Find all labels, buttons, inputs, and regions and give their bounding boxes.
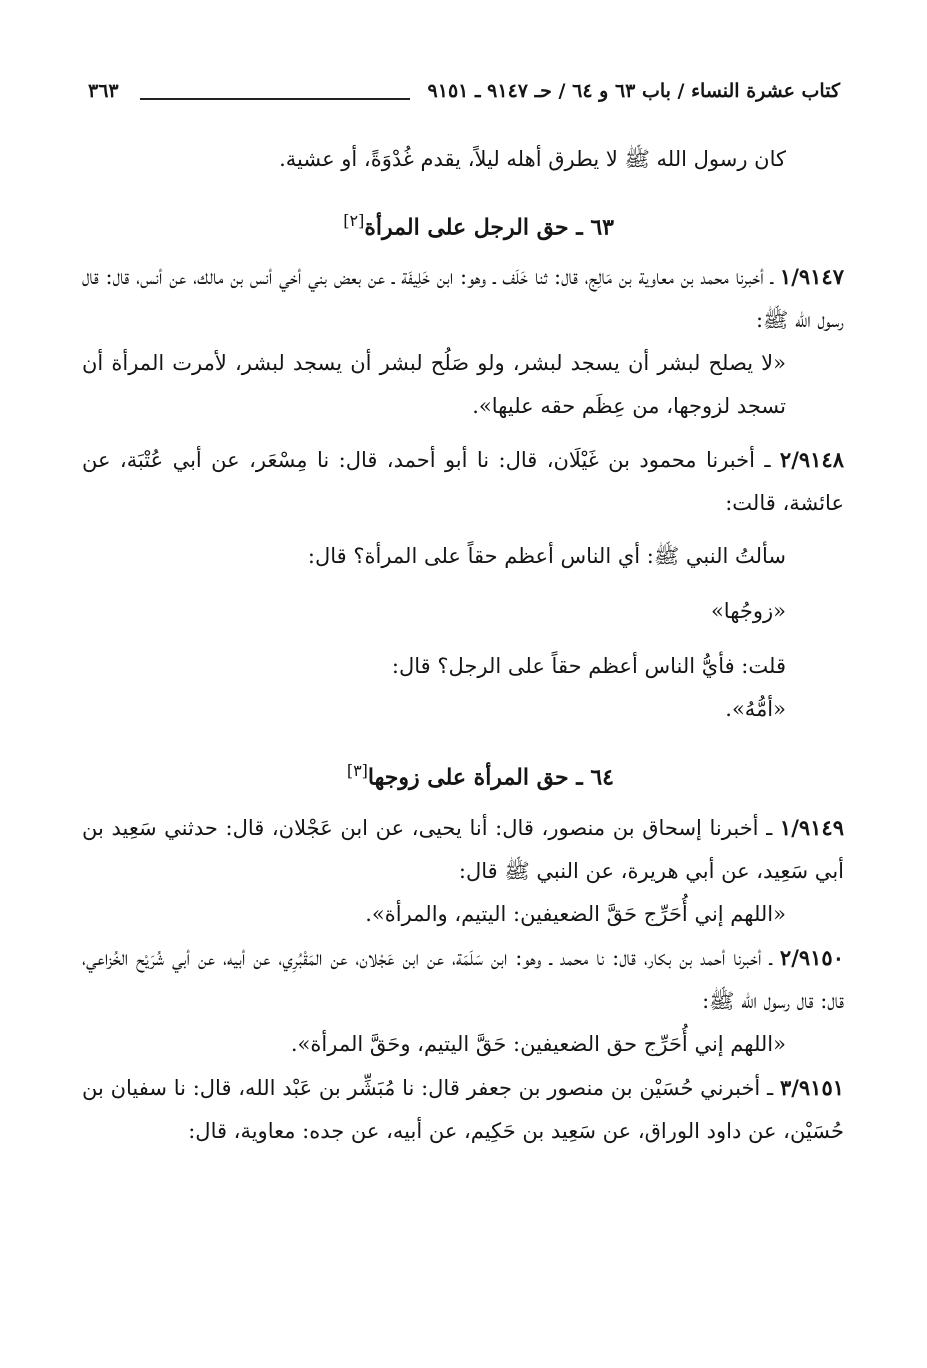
chapter-63-heading	[82, 199, 844, 249]
hadith-9148-isnad-text: ـ أخبرنا محمود بن غَيْلَان، قال: نا أبو أحمد، قال: نا مِسْعَر، عن أبي عُتْبَة، عن عائشة، قالت:	[82, 448, 844, 516]
hadith-9150-matn: «اللهم إني أُحَرِّج حق الضعيفين: حَقَّ اليتيم، وحَقَّ المرأة».	[290, 1031, 786, 1056]
chapter-63-title: ٦٣ ـ حق الرجل على المرأة	[364, 214, 614, 241]
hadith-9150-isnad	[82, 936, 844, 1023]
hadith-9147-isnad-text: ـ أخبرنا محمد بن معاوية بن مَالِج، قال: ثنا خَلَف ـ وهو: ابن خَلِيفَة ـ عن بعض بني أخي أنس بن مالك، عن أنس، قال: قال رسول الله ﷺ:	[82, 265, 844, 333]
chapter-64-footnote-ref: [٣]	[346, 761, 368, 781]
hadith-9147-matn: «لا يصلح لبشر أن يسجد لبشر، ولو صَلُح لبشر أن يسجد لبشر، لأمرت المرأة أن تسجد لزوجها، من عِظَم حقه عليها».	[82, 351, 786, 419]
hadith-9151-isnad-text: ـ أخبرني حُسَيْن بن منصور بن جعفر قال: نا مُبَشِّر بن عَبْد الله، قال: نا سفيان بن حُسَيْن، عن داود الوراق، عن سَعِيد بن حَكِيم، عن أبيه، عن جده: معاوية، قال:	[82, 1075, 844, 1143]
hadith-9148-question-1: سألتُ النبي ﷺ: أي الناس أعظم حقاً على المرأة؟ قال:	[307, 544, 786, 569]
hadith-9147-isnad	[82, 255, 844, 342]
intro-line: كان رسول الله ﷺ لا يطرق أهله ليلاً، يقدم غُدْوَةً، أو عشية.	[279, 147, 786, 171]
hadith-9149-number: ١/٩١٤٩	[779, 814, 844, 840]
hadith-9148-number: ٢/٩١٤٨	[779, 447, 844, 473]
hadith-9148-answer-2: «أمُّهُ».	[725, 697, 786, 722]
hadith-9150-isnad-text: ـ أخبرنا أحمد بن بكار، قال: نا محمد ـ وهو: ابن سَلَمَة، عن ابن عَجْلان، عن المَقْبُرِي، عن أبيه، عن أبي شُرَيْح الخُزاعي، قال: قال رسول الله ﷺ:	[82, 945, 844, 1013]
chapter-64-title: ٦٤ ـ حق المرأة على زوجها	[367, 764, 614, 791]
page-number: ٣٦٣	[88, 80, 119, 102]
hadith-9151-isnad	[82, 1066, 844, 1153]
hadith-9148-answer-1: «زوجُها»	[710, 599, 786, 624]
hadith-9149-isnad	[82, 806, 844, 893]
hadith-9149-matn: «اللهم إني أُحَرِّج حَقَّ الضعيفين: اليتيم، والمرأة».	[365, 901, 786, 926]
hadith-9151-number: ٣/٩١٥١	[779, 1074, 845, 1100]
hadith-9148-question-2: قلت: فأيُّ الناس أعظم حقاً على الرجل؟ قال:	[391, 654, 786, 679]
header-rule	[140, 98, 410, 100]
hadith-9149-isnad-text: ـ أخبرنا إسحاق بن منصور، قال: أنا يحيى، عن ابن عَجْلان، قال: حدثني سَعِيد بن أبي سَعِيد، عن أبي هريرة، عن النبي ﷺ قال:	[82, 815, 844, 883]
page-body	[82, 138, 844, 1153]
hadith-9147-number: ١/٩١٤٧	[779, 264, 844, 290]
header-title: كتاب عشرة النساء / باب ٦٣ و ٦٤ / حـ ٩١٤٧ ـ ٩١٥١	[427, 80, 840, 102]
chapter-64-heading	[82, 749, 844, 799]
hadith-9148-isnad	[82, 438, 844, 525]
running-header	[88, 80, 840, 120]
hadith-9150-number: ٢/٩١٥٠	[779, 944, 844, 970]
chapter-63-footnote-ref: [٢]	[343, 211, 365, 230]
